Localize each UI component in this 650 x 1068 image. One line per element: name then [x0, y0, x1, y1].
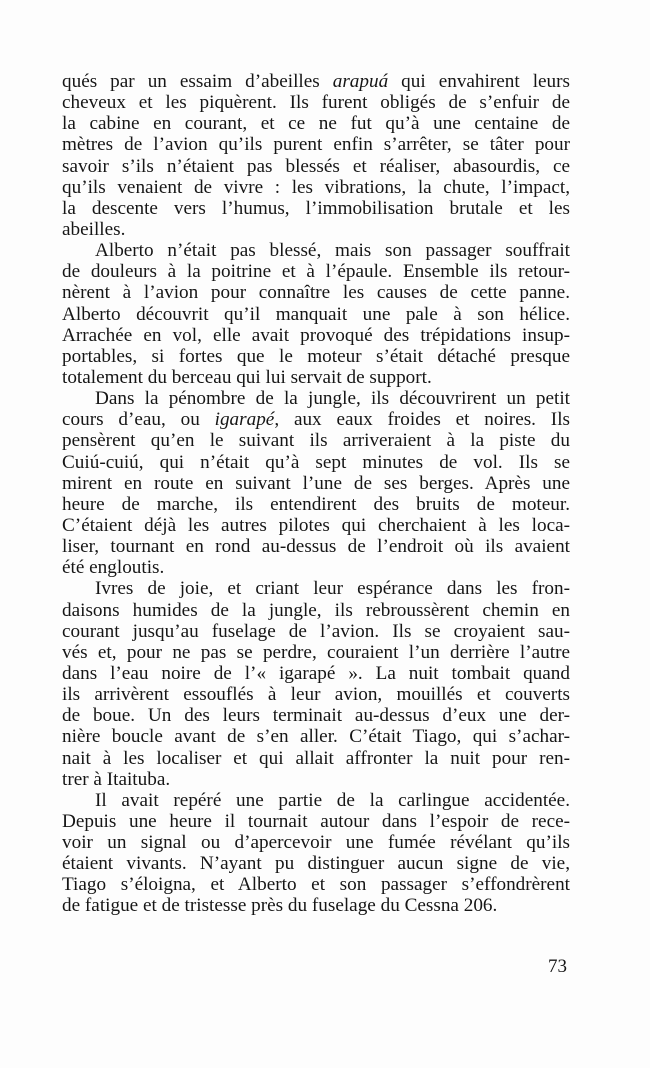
- text-line: [62, 748, 570, 769]
- text-line: [62, 684, 570, 705]
- text-run: de douleurs à la poitrine et à l’épaule. Ensemble ils retour-: [62, 261, 570, 283]
- text-line: [62, 282, 570, 303]
- text-run: dans l’eau noire de l’« igarapé ». La nuit tombait quand: [62, 662, 570, 684]
- text-line: [62, 346, 570, 367]
- text-run: savoir s’ils n’étaient pas blessés et réaliser, abasourdis, ce: [62, 155, 570, 177]
- italic-term: arapuá: [332, 71, 389, 92]
- text-line: [62, 832, 570, 853]
- text-line: [62, 557, 570, 578]
- paragraph: [62, 240, 570, 388]
- text-run: , aux eaux froides et noires. Ils: [274, 409, 570, 431]
- text-run: heure de marche, ils entendirent des bruits de moteur.: [62, 493, 570, 515]
- text-run: qu’ils venaient de vivre : les vibrations, la chute, l’impact,: [62, 176, 570, 198]
- text-run: daisons humides de la jungle, ils rebroussèrent chemin en: [62, 599, 570, 621]
- text-line: [62, 726, 570, 747]
- text-run: Cuiú-cuiú, qui n’était qu’à sept minutes de vol. Ils se: [62, 451, 570, 473]
- text-run: vés et, pour ne pas se perdre, couraient l’un derrière l’autre: [62, 641, 570, 663]
- text-line: [62, 895, 570, 916]
- text-line: [62, 134, 570, 155]
- text-run: la descente vers l’humus, l’immobilisation brutale et les: [62, 197, 570, 219]
- text-line: [62, 621, 570, 642]
- text-run: pensèrent qu’en le suivant ils arriveraient à la piste du: [62, 430, 570, 452]
- text-line: [62, 515, 570, 536]
- text-run: mètres de l’avion qu’ils purent enfin s’arrêter, se tâter pour: [62, 134, 570, 156]
- text-line: [62, 325, 570, 346]
- text-line: [62, 536, 570, 557]
- paragraph: [62, 388, 570, 578]
- text-run: Depuis une heure il tournait autour dans l’espoir de rece-: [62, 810, 570, 832]
- text-line: [62, 600, 570, 621]
- page-number: 73: [548, 956, 567, 977]
- text-line: [62, 430, 570, 451]
- text-run: Il avait repéré une partie de la carlingue accidentée.: [95, 789, 570, 811]
- text-run: qui envahirent leurs: [388, 71, 570, 92]
- text-run: voir un signal ou d’apercevoir une fumée révélant qu’ils: [62, 832, 570, 854]
- text-line: [62, 811, 570, 832]
- text-run: de fatigue et de tristesse près du fuselage du Cessna 206.: [62, 895, 498, 917]
- text-run: Ivres de joie, et criant leur espérance dans les fron-: [95, 578, 570, 600]
- text-line: [62, 790, 570, 811]
- text-run: étaient vivants. N’ayant pu distinguer aucun signe de vie,: [62, 853, 570, 875]
- text-run: portables, si fortes que le moteur s’était détaché presque: [62, 345, 570, 367]
- text-run: liser, tournant en rond au-dessus de l’endroit où ils avaient: [62, 536, 570, 558]
- text-line: [62, 92, 570, 113]
- text-line: [62, 642, 570, 663]
- text-run: Arrachée en vol, elle avait provoqué des trépidations insup-: [62, 324, 570, 346]
- text-run: cheveux et les piquèrent. Ils furent obligés de s’enfuir de: [62, 92, 570, 114]
- text-line: [62, 261, 570, 282]
- text-line: [62, 367, 570, 388]
- text-line: [62, 769, 570, 790]
- text-run: nière boucle avant de s’en aller. C’était Tiago, qui s’achar-: [62, 726, 570, 748]
- text-line: [62, 198, 570, 219]
- text-line: [62, 494, 570, 515]
- body-text: [62, 71, 570, 917]
- text-run: Dans la pénombre de la jungle, ils découvrirent un petit: [95, 388, 570, 410]
- text-line: [62, 705, 570, 726]
- text-line: [62, 71, 570, 92]
- text-line: [62, 156, 570, 177]
- text-line: [62, 113, 570, 134]
- text-run: mirent en route en suivant l’une de ses berges. Après une: [62, 472, 570, 494]
- text-run: de boue. Un des leurs terminait au-dessus d’eux une der-: [62, 705, 570, 727]
- text-line: [62, 219, 570, 240]
- paragraph: [62, 790, 570, 917]
- text-line: [62, 304, 570, 325]
- text-line: [62, 452, 570, 473]
- text-line: [62, 473, 570, 494]
- text-line: [62, 578, 570, 599]
- text-run: été engloutis.: [62, 557, 165, 579]
- text-line: [62, 409, 570, 430]
- text-run: la cabine en courant, et ce ne fut qu’à une centaine de: [62, 113, 570, 135]
- paragraph: [62, 71, 570, 240]
- text-run: nèrent à l’avion pour connaître les causes de cette panne.: [62, 282, 570, 304]
- text-run: C’étaient déjà les autres pilotes qui cherchaient à les loca-: [62, 514, 570, 536]
- paragraph: [62, 578, 570, 789]
- text-line: [62, 240, 570, 261]
- text-run: abeilles.: [62, 218, 126, 240]
- text-run: cours d’eau, ou: [62, 409, 215, 431]
- text-run: courant jusqu’au fuselage de l’avion. Ils se croyaient sau-: [62, 620, 570, 642]
- text-line: [62, 874, 570, 895]
- text-line: [62, 388, 570, 409]
- text-run: trer à Itaituba.: [62, 768, 171, 790]
- text-run: qués par un essaim d’abeilles: [62, 71, 333, 92]
- text-run: ils arrivèrent essouflés à leur avion, mouillés et couverts: [62, 684, 570, 706]
- text-run: Alberto n’était pas blessé, mais son passager souffrait: [95, 240, 570, 262]
- text-run: Tiago s’éloigna, et Alberto et son passager s’effondrèrent: [62, 874, 570, 896]
- italic-term: igarapé: [214, 409, 275, 431]
- text-line: [62, 177, 570, 198]
- text-line: [62, 663, 570, 684]
- text-run: totalement du berceau qui lui servait de support.: [62, 366, 432, 388]
- text-line: [62, 853, 570, 874]
- text-run: nait à les localiser et qui allait affronter la nuit pour ren-: [62, 747, 570, 769]
- text-run: Alberto découvrit qu’il manquait une pale à son hélice.: [62, 303, 570, 325]
